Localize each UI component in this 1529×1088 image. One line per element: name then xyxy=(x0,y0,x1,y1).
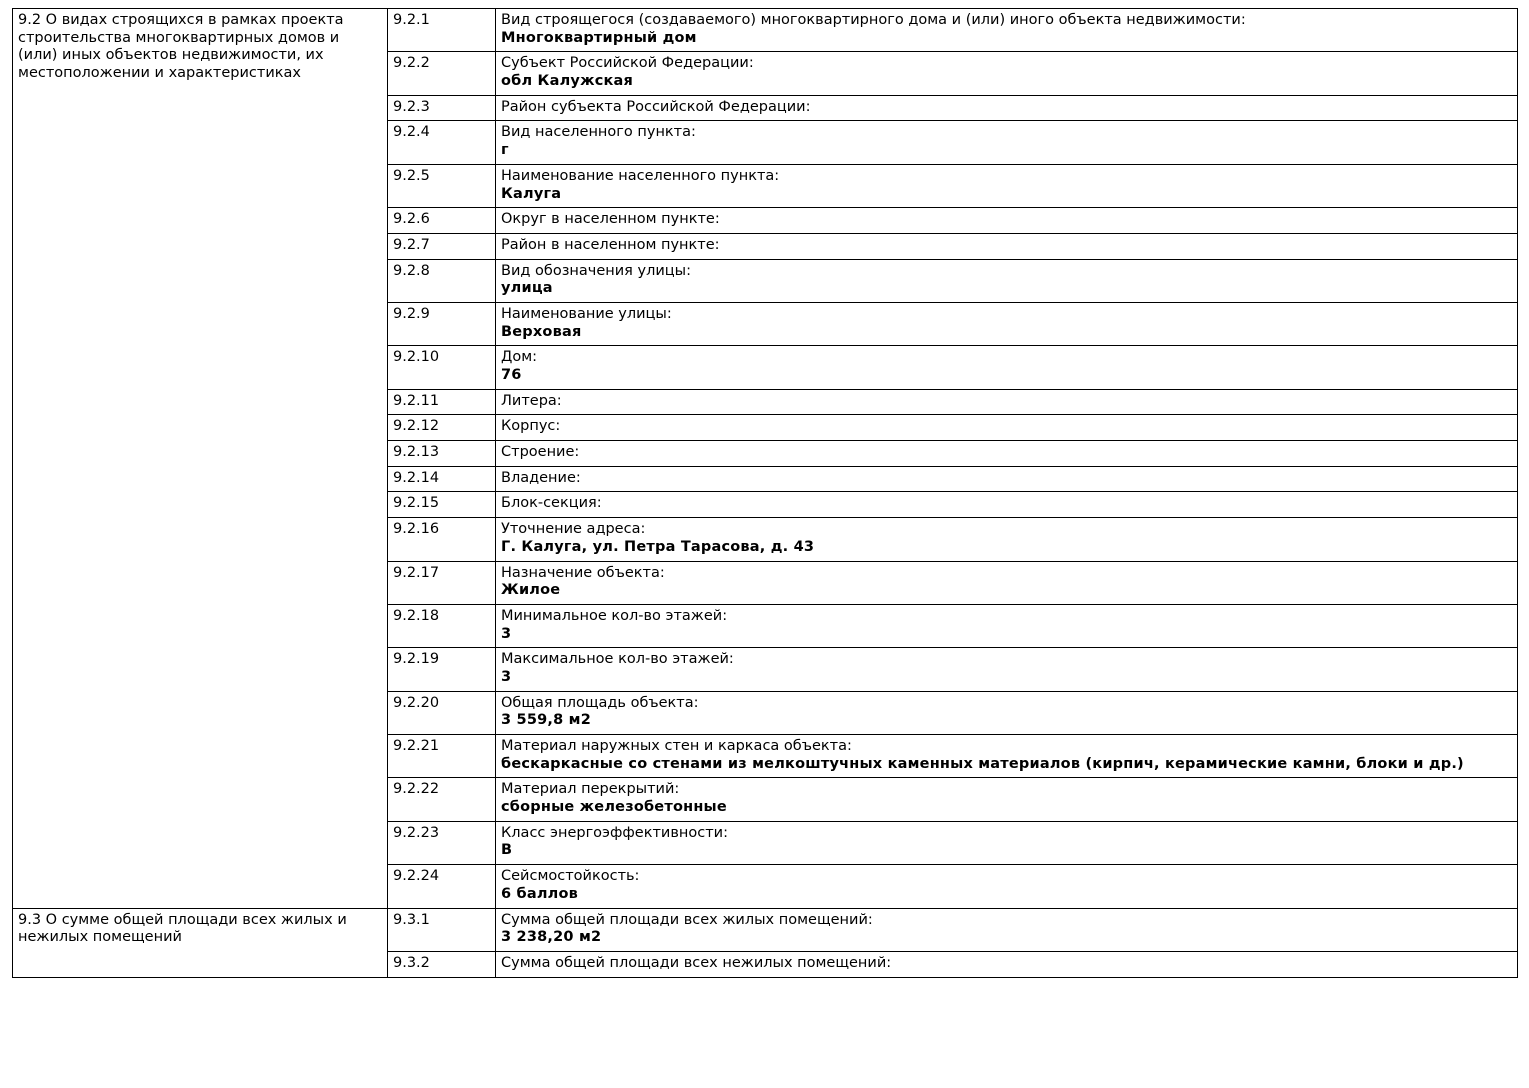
row-value: Г. Калуга, ул. Петра Тарасова, д. 43 xyxy=(501,538,815,555)
row-value-cell xyxy=(496,415,1518,441)
row-label: Блок-секция: xyxy=(501,495,602,512)
row-value: 3 xyxy=(501,668,512,685)
row-label: Строение: xyxy=(501,444,580,461)
row-label: Литера: xyxy=(501,392,562,409)
row-value-cell xyxy=(496,648,1518,691)
row-value-cell xyxy=(496,389,1518,415)
row-value-cell xyxy=(496,691,1518,734)
row-label: Владение: xyxy=(501,469,581,486)
row-value-cell xyxy=(496,346,1518,389)
row-label: Вид обозначения улицы: xyxy=(501,262,691,279)
row-code: 9.3.1 xyxy=(388,908,496,951)
row-label: Общая площадь объекта: xyxy=(501,694,699,711)
row-code: 9.2.6 xyxy=(388,208,496,234)
row-label: Сумма общей площади всех жилых помещений: xyxy=(501,911,873,928)
row-code: 9.2.21 xyxy=(388,735,496,778)
row-value-cell xyxy=(496,52,1518,95)
row-label: Вид населенного пункта: xyxy=(501,124,696,141)
row-code: 9.2.22 xyxy=(388,778,496,821)
row-value-cell xyxy=(496,259,1518,302)
row-code: 9.2.18 xyxy=(388,604,496,647)
row-label: Минимальное кол-во этажей: xyxy=(501,607,728,624)
row-code: 9.2.8 xyxy=(388,259,496,302)
table-row xyxy=(13,9,1518,52)
row-value-cell xyxy=(496,302,1518,345)
row-code: 9.2.9 xyxy=(388,302,496,345)
row-label: Вид строящегося (создаваемого) многоквартирного дома и (или) иного объекта недвижимости: xyxy=(501,12,1246,28)
row-code: 9.2.5 xyxy=(388,164,496,207)
row-value-cell xyxy=(496,908,1518,951)
declaration-table xyxy=(12,8,1518,978)
row-value-cell xyxy=(496,95,1518,121)
row-code: 9.3.2 xyxy=(388,951,496,977)
row-label: Материал перекрытий: xyxy=(501,781,680,798)
row-value-cell xyxy=(496,735,1518,778)
row-label: Наименование улицы: xyxy=(501,305,672,322)
row-code: 9.2.13 xyxy=(388,441,496,467)
row-code: 9.2.11 xyxy=(388,389,496,415)
table-row xyxy=(13,908,1518,951)
row-label: Субъект Российской Федерации: xyxy=(501,55,754,72)
row-value: 3 559,8 м2 xyxy=(501,712,591,729)
row-value: обл Калужская xyxy=(501,73,634,90)
row-value: 3 238,20 м2 xyxy=(501,929,602,946)
row-value-cell xyxy=(496,466,1518,492)
row-code: 9.2.7 xyxy=(388,233,496,259)
row-value-cell xyxy=(496,865,1518,908)
row-label: Район в населенном пункте: xyxy=(501,236,720,253)
row-value-cell xyxy=(496,208,1518,234)
row-value-cell xyxy=(496,518,1518,561)
row-label: Максимальное кол-во этажей: xyxy=(501,651,734,668)
row-value: Верховая xyxy=(501,323,582,340)
row-value-cell xyxy=(496,441,1518,467)
row-value: сборные железобетонные xyxy=(501,799,727,816)
row-code: 9.2.23 xyxy=(388,821,496,864)
row-value-cell xyxy=(496,9,1518,52)
row-code: 9.2.16 xyxy=(388,518,496,561)
row-value-cell xyxy=(496,778,1518,821)
row-code: 9.2.2 xyxy=(388,52,496,95)
row-code: 9.2.1 xyxy=(388,9,496,52)
section-title: 9.2 О видах строящихся в рамках проекта строительства многоквартирных домов и (или) иных объектов недвижимости, их местоположении и характеристиках xyxy=(18,12,344,82)
row-value: 6 баллов xyxy=(501,885,579,902)
row-value-cell xyxy=(496,561,1518,604)
row-label: Округ в населенном пункте: xyxy=(501,211,720,228)
row-value-cell xyxy=(496,604,1518,647)
row-value-cell xyxy=(496,233,1518,259)
row-value-cell xyxy=(496,951,1518,977)
row-value-cell xyxy=(496,492,1518,518)
section-title: 9.3 О сумме общей площади всех жилых и нежилых помещений xyxy=(18,911,347,946)
row-label: Корпус: xyxy=(501,418,561,435)
row-value: В xyxy=(501,842,513,859)
row-value: Многоквартирный дом xyxy=(501,29,697,46)
row-value-cell xyxy=(496,121,1518,164)
row-code: 9.2.19 xyxy=(388,648,496,691)
document-page xyxy=(12,8,1517,978)
row-label: Дом: xyxy=(501,349,538,366)
row-label: Сумма общей площади всех нежилых помещений: xyxy=(501,954,892,971)
section-title-cell xyxy=(13,9,388,909)
row-label: Сейсмостойкость: xyxy=(501,868,640,885)
row-value: Калуга xyxy=(501,185,562,202)
row-value: г xyxy=(501,142,509,159)
row-value-cell xyxy=(496,821,1518,864)
row-code: 9.2.12 xyxy=(388,415,496,441)
row-label: Назначение объекта: xyxy=(501,564,665,581)
row-code: 9.2.4 xyxy=(388,121,496,164)
row-code: 9.2.20 xyxy=(388,691,496,734)
row-code: 9.2.15 xyxy=(388,492,496,518)
row-code: 9.2.3 xyxy=(388,95,496,121)
row-value-cell xyxy=(496,164,1518,207)
row-code: 9.2.10 xyxy=(388,346,496,389)
row-value: улица xyxy=(501,280,553,297)
row-label: Класс энергоэффективности: xyxy=(501,824,728,841)
row-value: бескаркасные со стенами из мелкоштучных каменных материалов (кирпич, керамические камни, блоки и др.) xyxy=(501,755,1464,772)
row-value: 3 xyxy=(501,625,512,642)
row-code: 9.2.14 xyxy=(388,466,496,492)
row-label: Материал наружных стен и каркаса объекта: xyxy=(501,738,852,754)
row-code: 9.2.24 xyxy=(388,865,496,908)
row-label: Наименование населенного пункта: xyxy=(501,167,780,184)
row-value: Жилое xyxy=(501,582,561,599)
row-value: 76 xyxy=(501,367,522,383)
row-label: Район субъекта Российской Федерации: xyxy=(501,98,811,115)
section-title-cell xyxy=(13,908,388,977)
row-label: Уточнение адреса: xyxy=(501,521,646,538)
row-code: 9.2.17 xyxy=(388,561,496,604)
